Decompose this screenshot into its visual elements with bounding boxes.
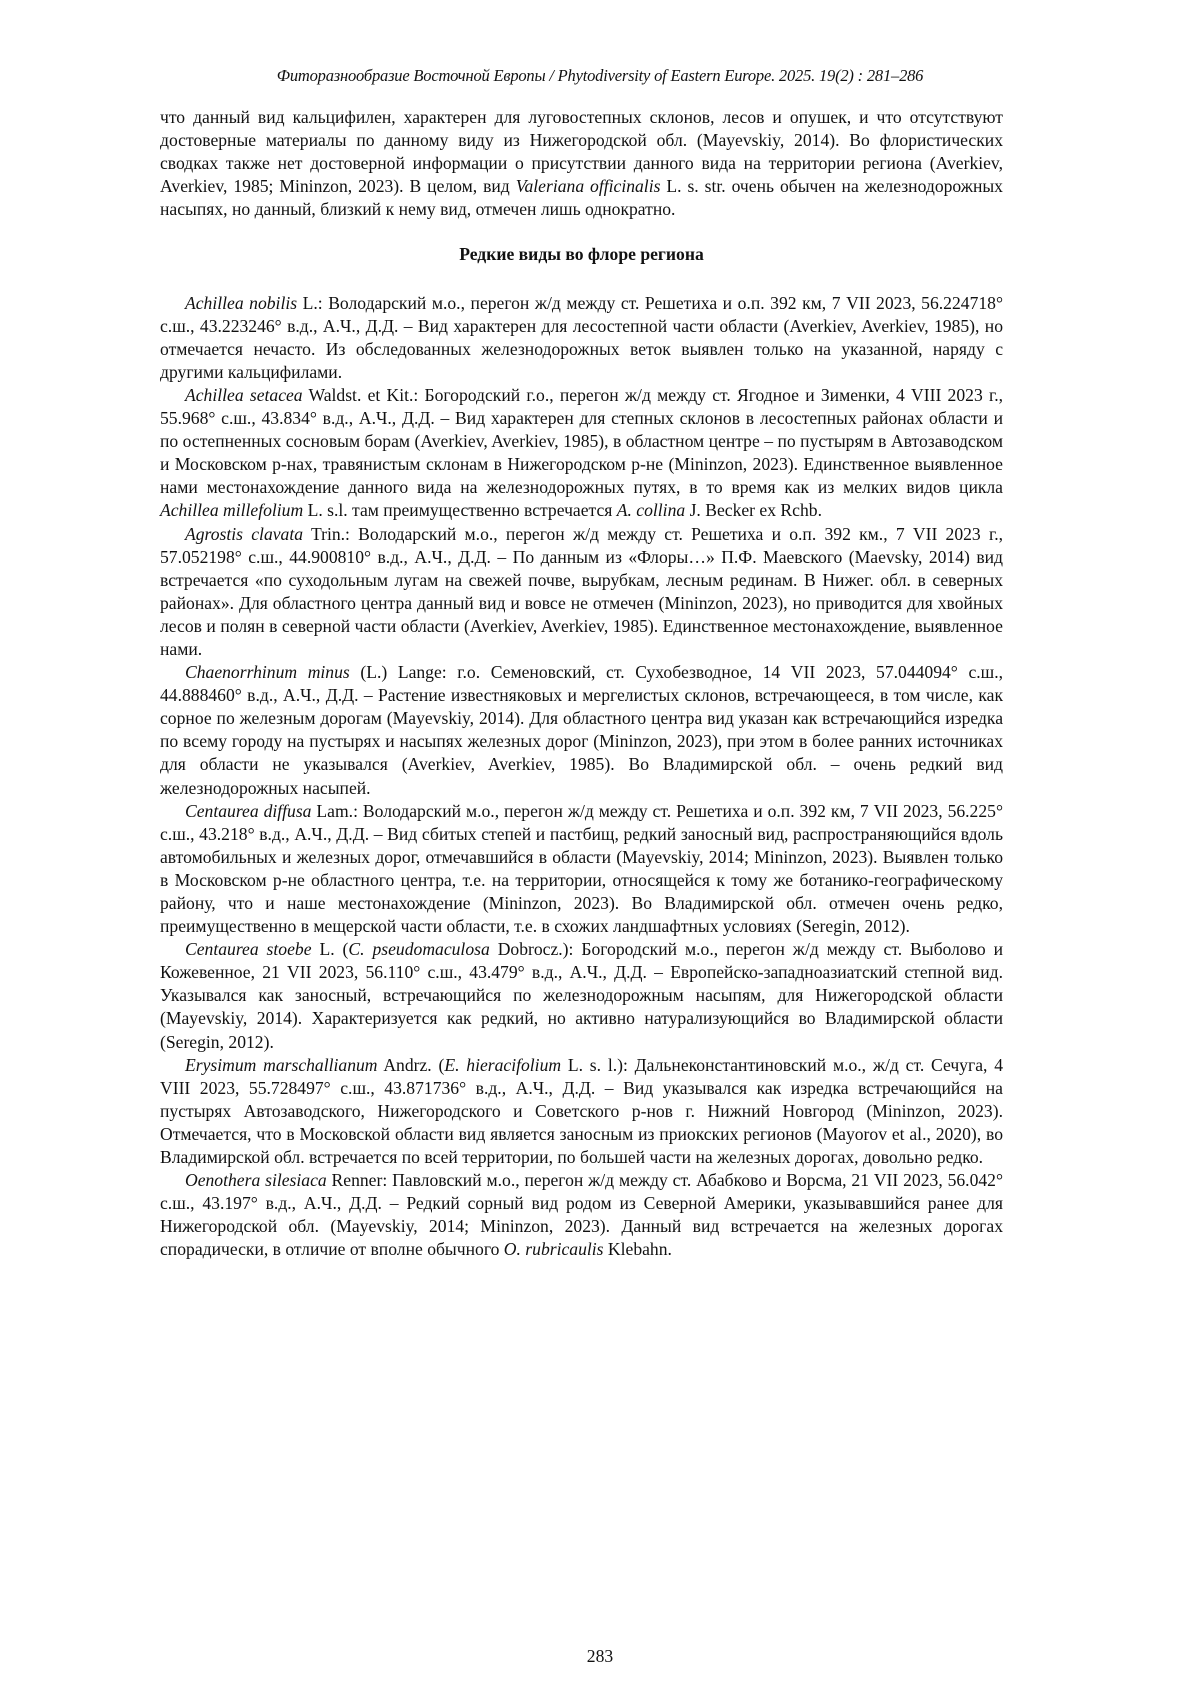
- text-run: L. s. l.): Дальнеконстантиновский м.о., ж/д ст. Сечуга, 4 VIII 2023, 55.728497° с.ш., 43.871736° в.д., А.Ч., Д.Д. – Вид указывался как изредка встречающийся на пустырях Автозаводского, Нижегородского и Советского р-нов г. Нижний Новгород (Mininzon, 2023). Отмечается, что в Московской области вид является заносным из приокских регионов (Mayorov et al., 2020), во Владимирской обл. встречается по всей территории, по большей части на железных дорогах, довольно редко.: [160, 1055, 1003, 1167]
- text-run: Waldst. et Kit.: Богородский г.о., перегон ж/д между ст. Ягодное и Зименки, 4 VIII 2023 г., 55.968° с.ш., 43.834° в.д., А.Ч., Д.Д. – Вид характерен для степных склонов в лесостепных районах области и по остепненных сосновым борам (Averkiev, Averkiev, 1985), в областном центре – по пустырям в Автозаводском и Московском р-нах, травянистым склонам в Нижегородском р-не (Mininzon, 2023). Единственное выявленное нами местонахождение данного вида на железнодорожных путях, в то время как из мелких видов цикла: [160, 385, 1003, 497]
- running-header: Фиторазнообразие Восточной Европы / Phytodiversity of Eastern Europe. 2025. 19(2) : 281–286: [0, 66, 1200, 86]
- taxon-name: Achillea setacea: [185, 385, 303, 405]
- paragraph: [160, 1169, 1003, 1261]
- taxon-name: Centaurea diffusa: [185, 801, 311, 821]
- text-run: Klebahn.: [604, 1239, 672, 1259]
- taxon-name: Chaenorrhinum minus: [185, 662, 350, 682]
- taxon-name: E. hieracifolium: [444, 1055, 561, 1075]
- text-run: L. s. str. очень обычен на железнодорожных насыпях, но данный, близкий к нему вид, отмечен лишь однократно.: [160, 176, 1003, 219]
- text-run: L.: Володарский м.о., перегон ж/д между ст. Решетиха и о.п. 392 км, 7 VII 2023, 56.224718° с.ш., 43.223246° в.д., А.Ч., Д.Д. – Вид характерен для лесостепной части области (Averkiev, Averkiev, 1985), но отмечается нечасто. Из обследованных железнодорожных веток выявлен только на указанной, наряду с другими кальцифилами.: [160, 293, 1003, 382]
- taxon-name: Valeriana officinalis: [516, 176, 661, 196]
- text-run: что данный вид кальцифилен, характерен для луговостепных склонов, лесов и опушек, и что отсутствуют достоверные материалы по данному виду из Нижегородской обл. (Mayevskiy, 2014). Во флористических сводках также нет достоверной информации о присутствии данного вида на территории региона (Averkiev, Averkiev, 1985; Mininzon, 2023). В целом, вид: [160, 107, 1003, 196]
- taxon-name: O. rubricaulis: [504, 1239, 604, 1259]
- section-heading: [160, 243, 1003, 266]
- taxon-name: Achillea millefolium: [160, 500, 303, 520]
- paragraph: [160, 106, 1003, 221]
- text-run: Andrz. (: [378, 1055, 445, 1075]
- text-run: Lam.: Володарский м.о., перегон ж/д между ст. Решетиха и о.п. 392 км, 7 VII 2023, 56.225° с.ш., 43.218° в.д., А.Ч., Д.Д. – Вид сбитых степей и пастбищ, редкий заносный вид, распространяющийся вдоль автомобильных и железных дорог, отмечавшийся в области (Mayevskiy, 2014; Mininzon, 2023). Выявлен только в Московском р-не областного центра, т.е. на территории, относящейся к тому же ботанико-географическому району, что и наше местонахождение (Mininzon, 2023). Во Владимирской обл. отмечен очень редко, преимущественно в мещерской части области, т.е. в схожих ландшафтных условиях (Seregin, 2012).: [160, 801, 1003, 936]
- text-run: Renner: Павловский м.о., перегон ж/д между ст. Абабково и Ворсма, 21 VII 2023, 56.042° с.ш., 43.197° в.д., А.Ч., Д.Д. – Редкий сорный вид родом из Северной Америки, указывавшийся ранее для Нижегородской обл. (Mayevskiy, 2014; Mininzon, 2023). Данный вид встречается на железных дорогах спорадически, в отличие от вполне обычного: [160, 1170, 1003, 1259]
- taxon-name: A. collina: [617, 500, 685, 520]
- taxon-name: Centaurea stoebe: [185, 939, 312, 959]
- taxon-name: Achillea nobilis: [185, 293, 297, 313]
- text-run: (L.) Lange: г.о. Семеновский, ст. Сухобезводное, 14 VII 2023, 57.044094° с.ш., 44.888460° в.д., А.Ч., Д.Д. – Растение известняковых и мергелистых склонов, встречающееся, в том числе, как сорное по железным дорогам (Mayevskiy, 2014). Для областного центра вид указан как встречающийся изредка по всему городу на пустырях и насыпях железных дорог (Mininzon, 2023), при этом в более ранних источниках для области не указывался (Averkiev, Averkiev, 1985). Во Владимирской обл. – очень редкий вид железнодорожных насыпей.: [160, 662, 1003, 797]
- article-body: [160, 106, 1003, 1262]
- taxon-name: Erysimum marschallianum: [185, 1055, 378, 1075]
- paragraph: [160, 384, 1003, 523]
- text-run: L. s.l. там преимущественно встречается: [303, 500, 617, 520]
- paragraph: [160, 1054, 1003, 1169]
- text-run: J. Becker ex Rchb.: [685, 500, 822, 520]
- text-run: Trin.: Володарский м.о., перегон ж/д между ст. Решетиха и о.п. 392 км., 7 VII 2023 г., 57.052198° с.ш., 44.900810° в.д., А.Ч., Д.Д. – По данным из «Флоры…» П.Ф. Маевского (Maevsky, 2014) вид встречается «по суходольным лугам на свежей почве, вырубкам, лесным рединам. В Нижег. обл. в северных районах». Для областного центра данный вид и вовсе не отмечен (Mininzon, 2023), но приводится для хвойных лесов и полян в северной части области (Averkiev, Averkiev, 1985). Единственное местонахождение, выявленное нами.: [160, 524, 1003, 659]
- text-run: Dobrocz.): Богородский м.о., перегон ж/д между ст. Выболово и Кожевенное, 21 VII 2023, 56.110° с.ш., 43.479° в.д., А.Ч., Д.Д. – Европейско-западноазиатский степной вид. Указывался как заносный, встречающийся по железнодорожным насыпям, для Нижегородской области (Mayevskiy, 2014). Характеризуется как редкий, но активно натурализующийся во Владимирской области (Seregin, 2012).: [160, 939, 1003, 1051]
- paragraph: [160, 800, 1003, 939]
- taxon-name: Oenothera silesiaca: [185, 1170, 327, 1190]
- page-number: 283: [0, 1646, 1200, 1667]
- paragraph: [160, 523, 1003, 662]
- text-run: Редкие виды во флоре региона: [459, 244, 704, 264]
- taxon-name: Agrostis clavata: [185, 524, 303, 544]
- text-run: L. (: [312, 939, 349, 959]
- paragraph: [160, 292, 1003, 384]
- paragraph: [160, 661, 1003, 800]
- taxon-name: C. pseudomaculosa: [348, 939, 489, 959]
- paragraph: [160, 938, 1003, 1053]
